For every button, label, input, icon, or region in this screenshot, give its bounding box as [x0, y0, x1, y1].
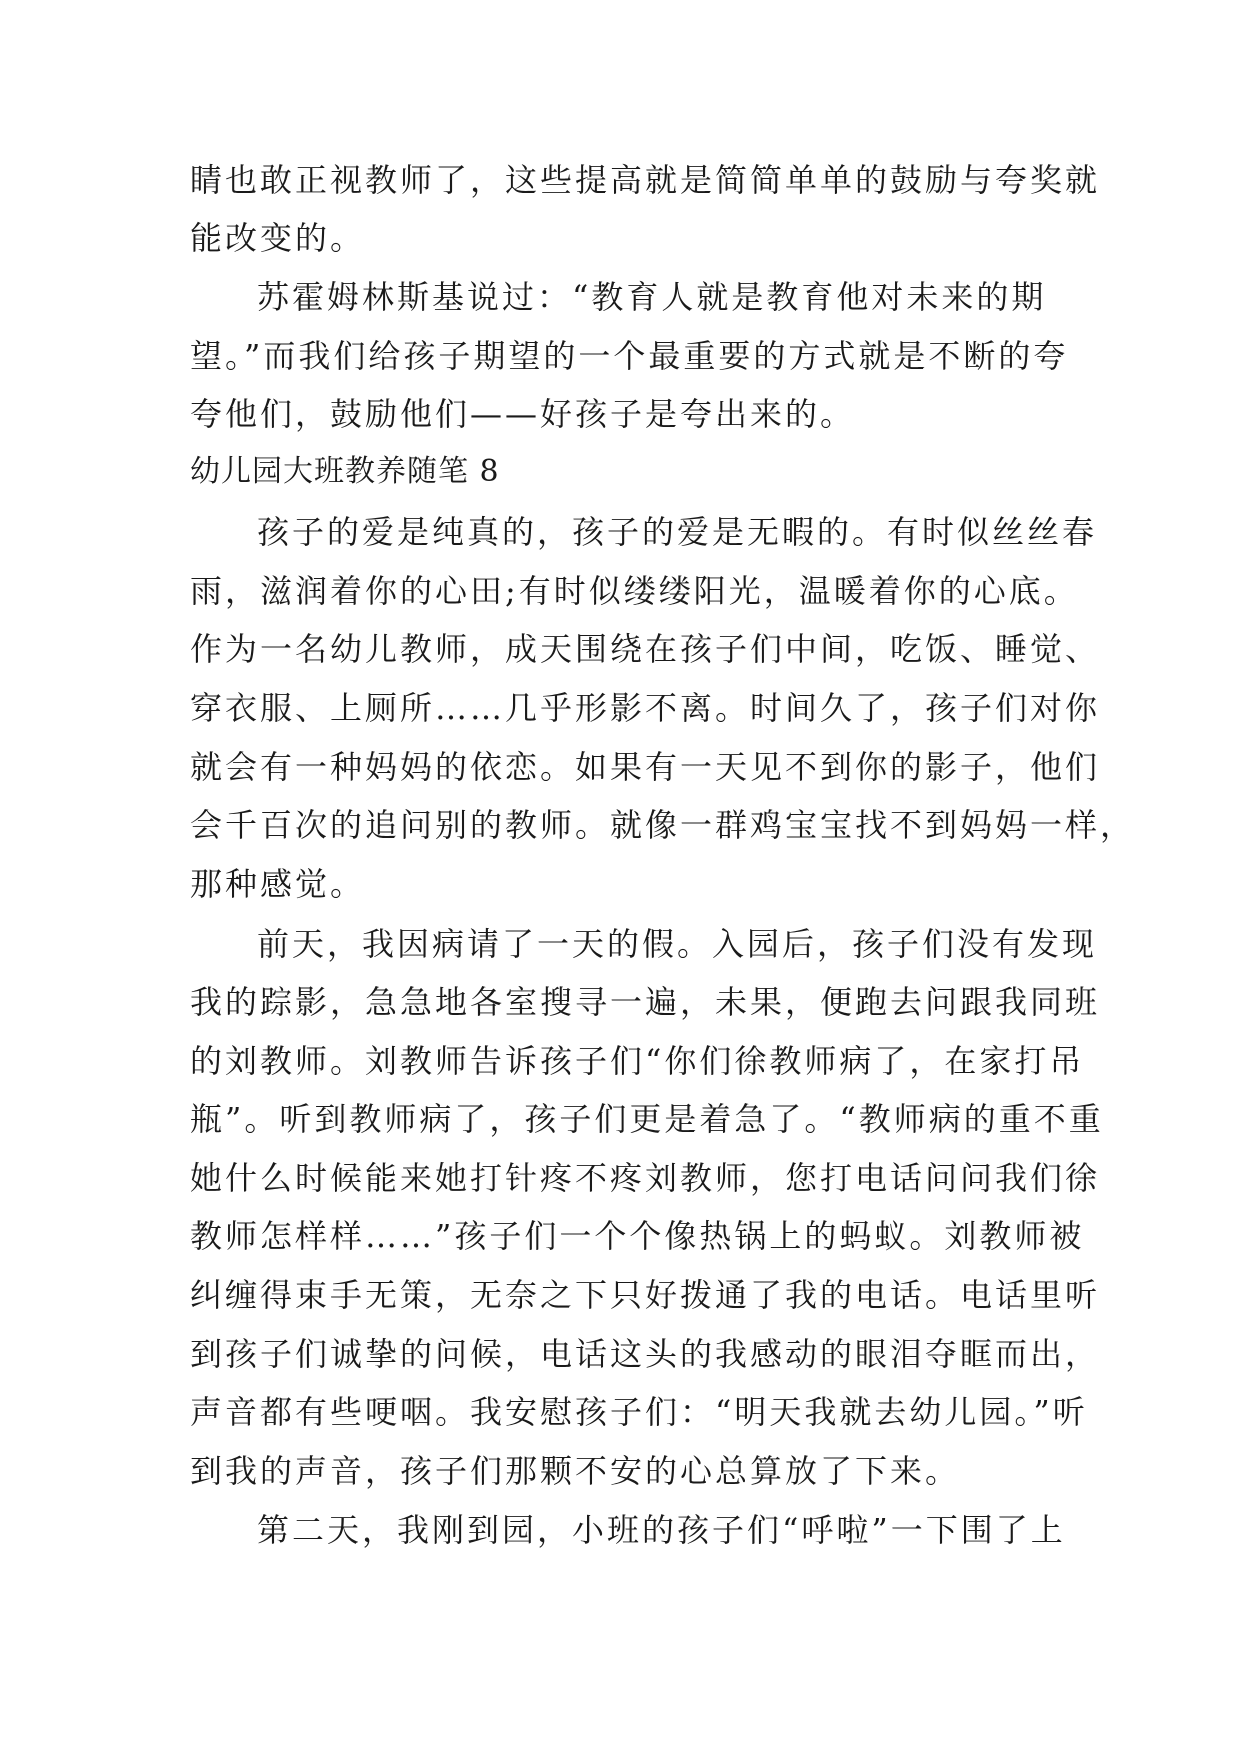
text-line: 夸他们，鼓励他们——好孩子是夸出来的。 [190, 395, 856, 433]
text-line: 作为一名幼儿教师，成天围绕在孩子们中间，吃饭、睡觉、 [190, 630, 1101, 668]
text-line: 就会有一种妈妈的依恋。如果有一天见不到你的影子，他们 [190, 748, 1101, 786]
text-line: 苏霍姆林斯基说过：“教育人就是教育他对未来的期 [257, 278, 1047, 316]
text-line: 那种感觉。 [190, 865, 366, 903]
text-line: 到我的声音，孩子们那颗不安的心总算放了下来。 [190, 1452, 961, 1490]
text-line: 前天，我因病请了一天的假。入园后，孩子们没有发现 [257, 925, 1098, 963]
text-line: 孩子的爱是纯真的，孩子的爱是无暇的。有时似丝丝春 [257, 513, 1098, 551]
text-line: 的刘教师。刘教师告诉孩子们“你们徐教师病了，在家打吊 [190, 1042, 1085, 1080]
text-line: 教师怎样样……”孩子们一个个像热锅上的蚂蚁。刘教师被 [190, 1217, 1085, 1255]
text-line: 穿衣服、上厕所……几乎形影不离。时间久了，孩子们对你 [190, 689, 1101, 727]
text-line: 我的踪影，急急地各室搜寻一遍，未果，便跑去问跟我同班 [190, 983, 1101, 1021]
text-line: 声音都有些哽咽。我安慰孩子们：“明天我就去幼儿园。”听 [190, 1393, 1088, 1431]
text-line: 她什么时候能来她打针疼不疼刘教师，您打电话问问我们徐 [190, 1159, 1101, 1197]
text-line: 雨，滋润着你的心田;有时似缕缕阳光，温暖着你的心底。 [190, 572, 1079, 610]
text-line: 会千百次的追问别的教师。就像一群鸡宝宝找不到妈妈一样， [190, 806, 1136, 844]
section-title: 幼儿园大班教养随笔 8 [190, 454, 500, 489]
text-line: 瓶”。听到教师病了，孩子们更是着急了。“教师病的重不重 [190, 1100, 1104, 1138]
text-line: 望。”而我们给孩子期望的一个最重要的方式就是不断的夸 [190, 337, 1069, 375]
text-line: 能改变的。 [190, 219, 366, 257]
text-line: 第二天，我刚到园，小班的孩子们“呼啦”一下围了上 [257, 1511, 1066, 1549]
text-line: 纠缠得束手无策，无奈之下只好拨通了我的电话。电话里听 [190, 1276, 1101, 1314]
text-line: 到孩子们诚挚的问候，电话这头的我感动的眼泪夺眶而出， [190, 1335, 1101, 1373]
text-line: 睛也敢正视教师了，这些提高就是简简单单的鼓励与夸奖就 [190, 161, 1101, 199]
